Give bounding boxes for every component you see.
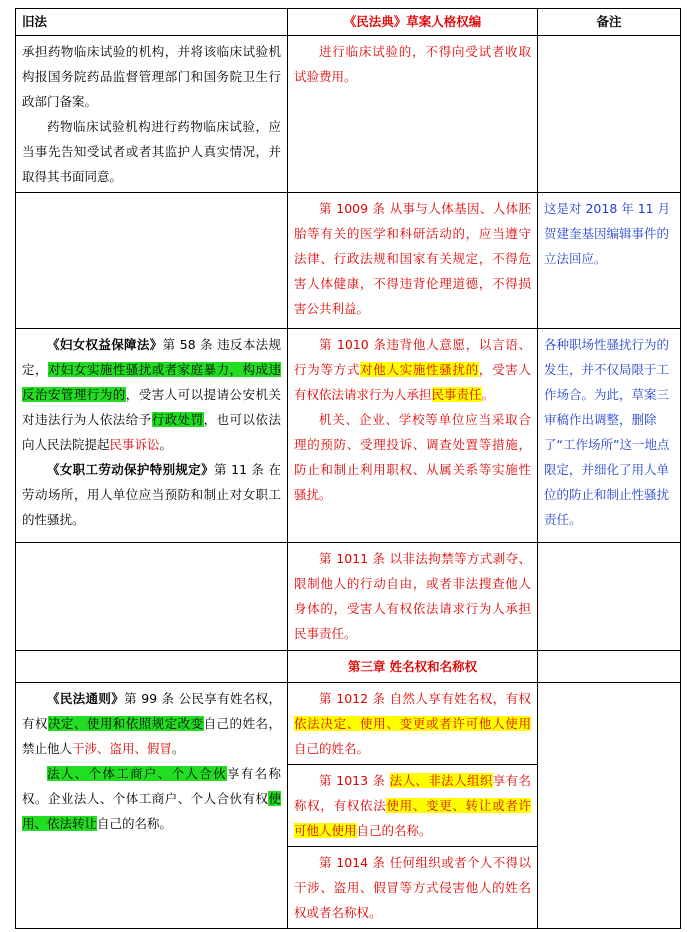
highlight-green: 对妇女实施性骚扰或者家庭暴力，构成违反治安管理行为的 (22, 362, 281, 402)
law-title: 《妇女权益保障法》 (47, 337, 163, 352)
article-1009: 第 1009 条 从事与人体基因、人体胚胎等有关的医学和科研活动的，应当遵守法律、行政法规和国家有关规定，不得危害人体健康，不得违背伦理道德，不得损害公共利益。 (294, 201, 531, 316)
old-law-cell (16, 651, 288, 683)
chapter-row (16, 651, 681, 683)
draft-cell (288, 765, 538, 847)
old-law-paragraph (22, 761, 281, 836)
draft-text: 自己的姓名。 (294, 741, 370, 756)
draft-cell (288, 193, 538, 329)
highlight-yellow: 使用、变更、转让或者许可他人使用 (294, 798, 531, 838)
note-text: 各种职场性骚扰行为的发生，并不仅局限于工作场合。为此，草案三审稿作出调整，删除了“工作场所”这一地点限定，并细化了用人单位的防止和制止性骚扰责任。 (544, 337, 670, 527)
notes-cell (538, 543, 681, 651)
old-law-cell (16, 543, 288, 651)
notes-cell (538, 36, 681, 193)
notes-cell (538, 193, 681, 329)
draft-text: 。 (481, 387, 495, 402)
article-1011: 第 1011 条 以非法拘禁等方式剥夺、限制他人的行动自由，或者非法搜查他人身体的，受害人有权依法请求行为人承担民事责任。 (294, 551, 531, 641)
notes-cell (538, 651, 681, 683)
table-row (16, 683, 681, 765)
highlight-yellow: 民事责任 (431, 387, 482, 402)
old-law-cell (16, 193, 288, 329)
draft-cell (288, 847, 538, 929)
highlight-green: 使用、依法转让 (22, 791, 281, 831)
article-1013 (294, 768, 531, 843)
highlight-yellow: 对他人实施性骚扰的 (360, 362, 479, 377)
draft-text: 享有名称权，有权依法 (294, 773, 531, 813)
old-law-text: 。 (159, 437, 173, 452)
table-row (16, 329, 681, 543)
old-law-text: 第 58 条 违反本法规定， (22, 337, 281, 377)
old-law-text: 享有名称权。企业法人、个体工商户、个人合伙有权 (22, 766, 281, 806)
old-law-text: 自己的名称。 (97, 816, 173, 831)
header-draft: 《民法典》草案人格权编 (288, 9, 538, 36)
draft-cell (288, 329, 538, 543)
highlight-green: 行政处罚 (151, 412, 204, 427)
old-law-cell (16, 36, 288, 193)
old-law-text: 药物临床试验机构进行药物临床试验，应当事先告知受试者或者其监护人真实情况，并取得其书面同意。 (22, 119, 281, 184)
table-row (16, 36, 681, 193)
article-1014: 第 1014 条 任何组织或者个人不得以干涉、盗用、假冒等方式侵害他人的姓名权或者名称权。 (294, 855, 531, 920)
draft-cell (288, 36, 538, 193)
old-law-text: 第 11 条 在劳动场所，用人单位应当预防和制止对女职工的性骚扰。 (22, 462, 281, 527)
draft-text: ，受害人有权依法请求行为人承担 (294, 362, 531, 402)
chapter-title: 第三章 姓名权和名称权 (288, 651, 538, 683)
red-text: 民事诉讼 (109, 437, 160, 452)
highlight-yellow: 法人、非法人组织 (389, 773, 493, 788)
old-law-paragraph (22, 332, 281, 457)
old-law-cell (16, 683, 288, 929)
highlight-yellow: 依法决定、使用、变更或者许可他人使用 (294, 716, 531, 731)
old-law-text: ，也可以依法向人民法院提起 (22, 412, 281, 452)
old-law-text: 自己的姓名，禁止他人 (22, 716, 281, 756)
draft-text: 第 1013 条 (319, 773, 390, 788)
draft-text: 进行临床试验的，不得向受试者收取试验费用。 (294, 44, 531, 84)
old-law-text: 承担药物临床试验的机构，并将该临床试验机构报国务院药品监督管理部门和国务院卫生行政部门备案。 (22, 44, 281, 109)
notes-cell (538, 329, 681, 543)
draft-text: 机关、企业、学校等单位应当采取合理的预防、受理投诉、调查处置等措施，防止和制止利用职权、从属关系等实施性骚扰。 (294, 412, 531, 502)
draft-text: 第 1012 条 自然人享有姓名权，有权 (319, 691, 531, 706)
notes-cell (538, 683, 681, 929)
highlight-green: 法人、个体工商户、个人合伙 (47, 766, 227, 781)
draft-text: 第 1010 条违背他人意愿，以言语、行为等方式 (294, 337, 531, 377)
law-title: 《民法通则》 (47, 691, 125, 706)
draft-cell (288, 543, 538, 651)
article-1010 (294, 332, 531, 407)
draft-text: 自己的名称。 (356, 823, 432, 838)
highlight-green: 决定、使用和依照规定改变 (47, 716, 204, 731)
old-law-text: 。 (172, 741, 185, 756)
old-law-paragraph (22, 686, 281, 761)
old-law-text: ，受害人可以提请公安机关对违法行为人依法给予 (22, 387, 281, 427)
table-row (16, 193, 681, 329)
header-row (16, 9, 681, 36)
old-law-text: 第 99 条 公民享有姓名权，有权 (22, 691, 281, 731)
law-title: 《女职工劳动保护特别规定》 (47, 462, 214, 477)
note-text: 这是对 2018 年 11 月贺建奎基因编辑事件的立法回应。 (544, 201, 671, 266)
header-notes: 备注 (538, 9, 681, 36)
comparison-table (15, 8, 681, 929)
old-law-paragraph (22, 457, 281, 532)
red-text: 干涉、盗用、假冒 (72, 741, 173, 756)
table-row (16, 543, 681, 651)
article-1012 (294, 686, 531, 761)
old-law-cell (16, 329, 288, 543)
draft-cell (288, 683, 538, 765)
header-old-law: 旧法 (16, 9, 288, 36)
